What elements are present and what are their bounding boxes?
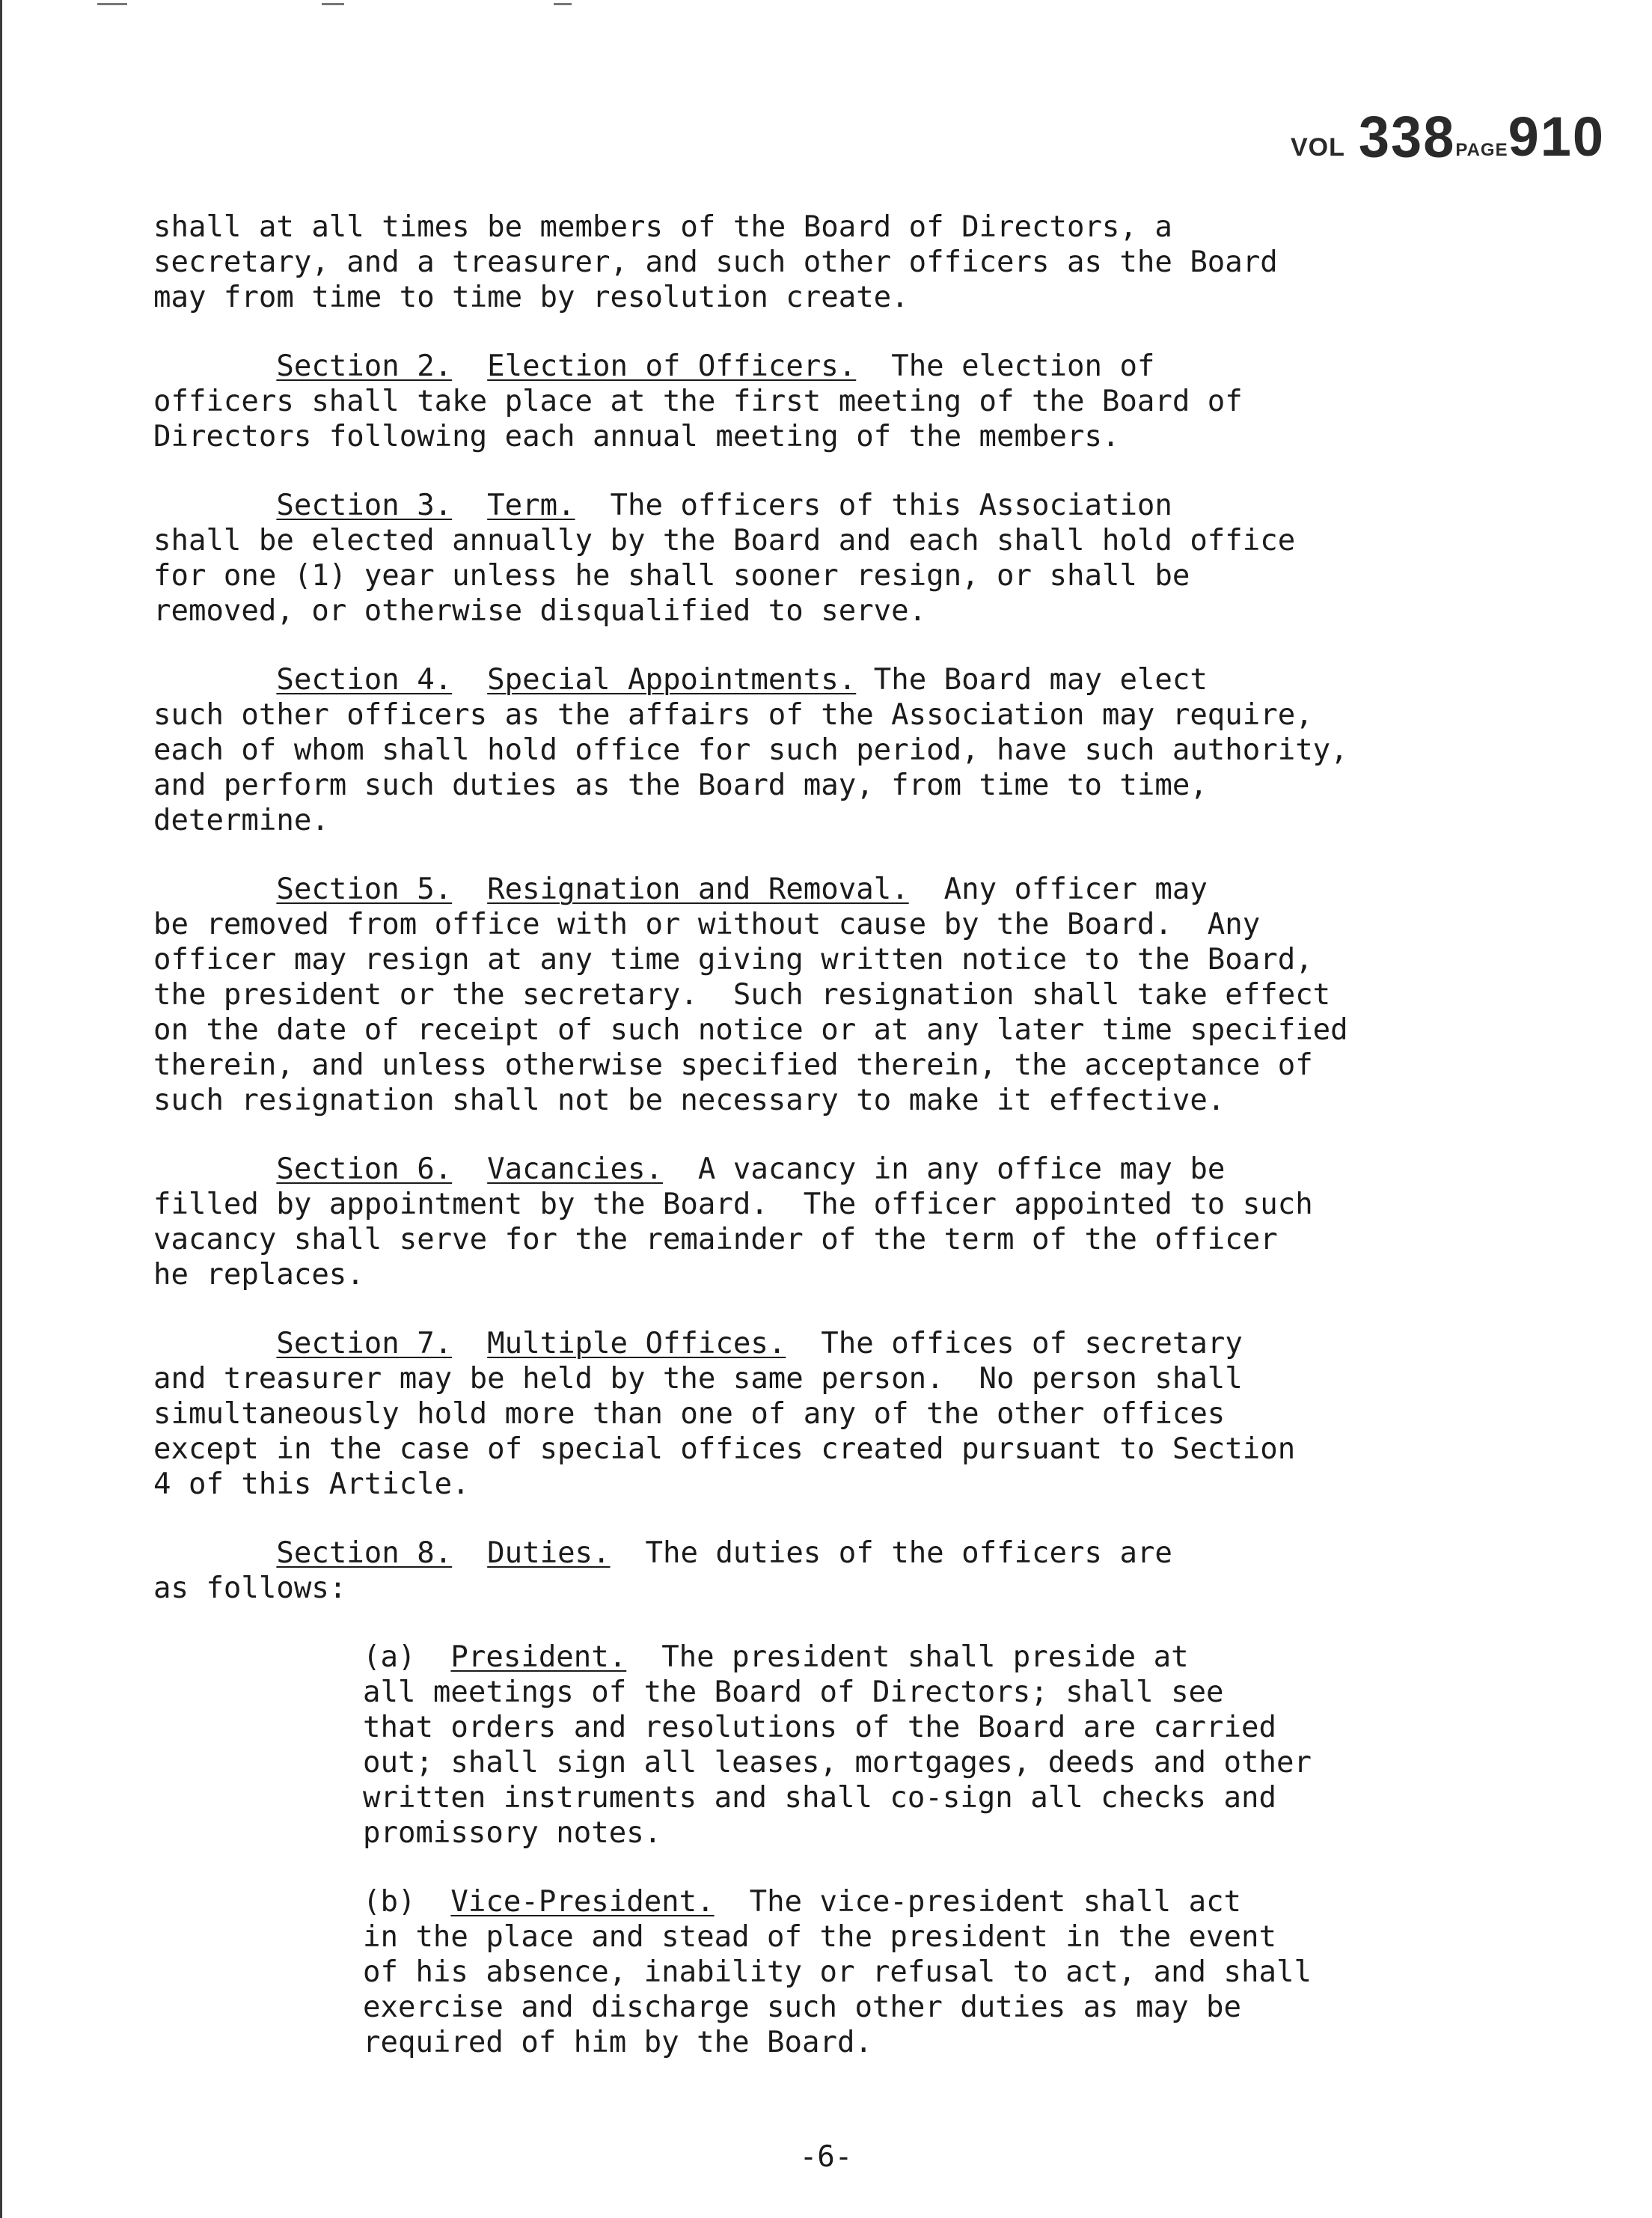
text-line: exercise and discharge such other duties as may be <box>363 1991 1241 2024</box>
section-label: Section 2. <box>276 349 453 383</box>
text-line: out; shall sign all leases, mortgages, deeds and other <box>363 1746 1312 1779</box>
paragraph-continuation <box>153 210 1620 315</box>
section-first-line-text: Any officer may <box>908 873 1208 906</box>
section-title: Election of Officers. <box>487 349 857 383</box>
text-line: and treasurer may be held by the same person. No person shall <box>153 1362 1243 1396</box>
text-line: the president or the secretary. Such resignation shall take effect <box>153 978 1331 1012</box>
text-line: therein, and unless otherwise specified therein, the acceptance of <box>153 1048 1313 1082</box>
section-title: Vacancies. <box>487 1152 663 1186</box>
section-heading-line <box>153 488 1620 523</box>
vol-label: VOL <box>1291 133 1345 162</box>
page-label: PAGE <box>1455 140 1508 160</box>
vol-number: 338 <box>1358 103 1456 170</box>
text-line: shall be elected annually by the Board and each shall hold office <box>153 524 1296 557</box>
page-number: -6- <box>799 2140 853 2174</box>
paragraph-section-7 <box>153 1326 1620 1502</box>
section-first-line-text: A vacancy in any office may be <box>662 1152 1226 1186</box>
section-label: Section 6. <box>276 1152 453 1186</box>
text-line: determine. <box>153 804 329 837</box>
text-line: all meetings of the Board of Directors; shall see <box>363 1675 1224 1709</box>
subsection-sub-b <box>363 1884 1620 2060</box>
section-first-line-text: The election of <box>856 349 1155 383</box>
text-line: that orders and resolutions of the Board are carried <box>363 1711 1276 1744</box>
text-line: written instruments and shall co-sign all checks and <box>363 1781 1276 1815</box>
section-first-line-text: The offices of secretary <box>786 1327 1243 1360</box>
paragraph-section-6 <box>153 1152 1620 1292</box>
subsection-sub-a <box>363 1640 1620 1851</box>
section-label: Section 5. <box>276 873 453 906</box>
text-line: vacancy shall serve for the remainder of the term of the officer <box>153 1223 1278 1256</box>
section-first-line-text: The officers of this Association <box>575 489 1172 522</box>
text-line: officers shall take place at the first meeting of the Board of <box>153 385 1243 418</box>
text-line: such other officers as the affairs of the Association may require, <box>153 698 1313 732</box>
section-heading-line <box>153 1536 1620 1571</box>
text-line: simultaneously hold more than one of any of the other offices <box>153 1397 1226 1431</box>
text-line: 4 of this Article. <box>153 1467 470 1501</box>
section-heading-line <box>153 349 1620 384</box>
text-line: shall at all times be members of the Board of Directors, a <box>153 210 1172 244</box>
subsection-marker: (a) <box>363 1640 416 1674</box>
scan-mark <box>554 3 572 5</box>
section-label: Section 8. <box>276 1536 453 1570</box>
text-line: for one (1) year unless he shall sooner resign, or shall be <box>153 559 1190 593</box>
subsection-title: President. <box>450 1640 627 1674</box>
text-line: as follows: <box>153 1571 347 1605</box>
section-heading-line <box>153 1152 1620 1187</box>
text-line: secretary, and a treasurer, and such other officers as the Board <box>153 245 1278 279</box>
text-line: removed, or otherwise disqualified to serve. <box>153 594 927 628</box>
text-line: on the date of receipt of such notice or at any later time specified <box>153 1013 1348 1047</box>
subsection-title: Vice-President. <box>450 1885 715 1919</box>
text-line: such resignation shall not be necessary to make it effective. <box>153 1084 1226 1117</box>
scan-mark <box>97 3 127 5</box>
text-line: promissory notes. <box>363 1816 662 1850</box>
paragraph-section-4 <box>153 662 1620 838</box>
scan-mark <box>322 3 344 5</box>
paragraph-section-8 <box>153 1536 1620 1606</box>
text-line: Directors following each annual meeting of the members. <box>153 420 1120 453</box>
section-title: Duties. <box>487 1536 611 1570</box>
section-title: Multiple Offices. <box>487 1327 786 1360</box>
section-first-line-text: The duties of the officers are <box>610 1536 1172 1570</box>
text-line: be removed from office with or without cause by the Board. Any <box>153 908 1261 941</box>
text-line: and perform such duties as the Board may, from time to time, <box>153 769 1208 802</box>
section-heading-line <box>153 1326 1620 1361</box>
subsection-heading-line <box>363 1640 1620 1675</box>
text-line: each of whom shall hold office for such period, have such authority, <box>153 733 1348 767</box>
text-line: required of him by the Board. <box>363 2026 872 2059</box>
text-line: filled by appointment by the Board. The officer appointed to such <box>153 1188 1313 1221</box>
section-heading-line <box>153 662 1620 697</box>
document-body <box>153 210 1620 2094</box>
paragraph-section-3 <box>153 488 1620 629</box>
section-title: Special Appointments. <box>487 663 857 697</box>
section-first-line-text: The Board may elect <box>856 663 1208 697</box>
section-label: Section 3. <box>276 489 453 522</box>
scan-left-edge <box>0 0 2 2218</box>
text-line: officer may resign at any time giving written notice to the Board, <box>153 943 1313 977</box>
text-line: in the place and stead of the president in the event <box>363 1920 1276 1954</box>
stamp-page-number: 910 <box>1508 106 1606 168</box>
paragraph-section-5 <box>153 872 1620 1118</box>
section-title: Term. <box>487 489 575 522</box>
text-line: may from time to time by resolution create. <box>153 281 909 314</box>
subsection-marker: (b) <box>363 1885 416 1919</box>
section-title: Resignation and Removal. <box>487 873 909 906</box>
text-line: of his absence, inability or refusal to act, and shall <box>363 1955 1312 1989</box>
volume-page-stamp <box>1291 105 1635 187</box>
section-label: Section 7. <box>276 1327 453 1360</box>
subsection-first-line-text: The president shall preside at <box>626 1640 1189 1674</box>
text-line: he replaces. <box>153 1258 364 1292</box>
subsection-first-line-text: The vice-president shall act <box>714 1885 1242 1919</box>
section-label: Section 4. <box>276 663 453 697</box>
section-heading-line <box>153 872 1620 907</box>
subsection-heading-line <box>363 1884 1620 1919</box>
paragraph-section-2 <box>153 349 1620 454</box>
text-line: except in the case of special offices created pursuant to Section <box>153 1432 1296 1466</box>
